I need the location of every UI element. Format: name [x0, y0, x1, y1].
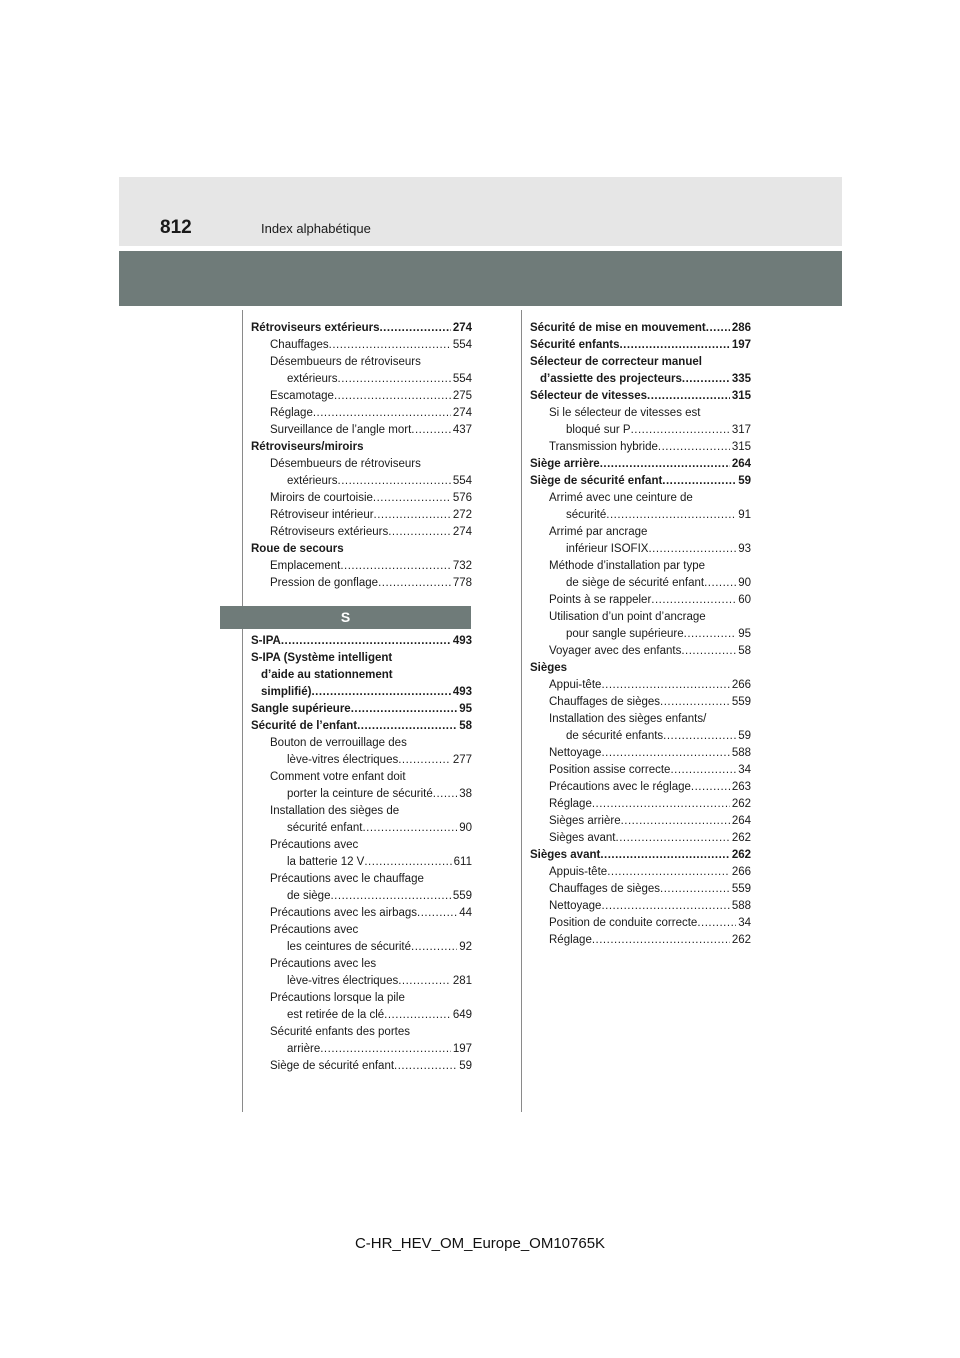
- index-entry-term: sécurité: [566, 509, 607, 521]
- dot-leader: [600, 456, 730, 473]
- index-entry-page: 649: [452, 1009, 472, 1021]
- index-entry: [530, 881, 751, 898]
- index-entry-term: inférieur ISOFIX: [566, 543, 649, 555]
- index-entry: [251, 752, 472, 769]
- index-entry: [530, 762, 751, 779]
- index-entry: [530, 847, 751, 864]
- dot-leader: [379, 320, 450, 337]
- dot-leader: [691, 779, 730, 796]
- index-entry-term: bloqué sur P: [566, 424, 631, 436]
- index-entry-page: 277: [452, 754, 472, 766]
- index-entry-page: 264: [731, 458, 751, 470]
- index-entry-term: Sièges avant: [530, 849, 601, 861]
- index-entry: [251, 354, 472, 371]
- dot-leader: [658, 439, 730, 456]
- index-entry-term: Rétroviseurs extérieurs: [270, 526, 389, 538]
- index-entry: [251, 973, 472, 990]
- index-entry-page: 34: [738, 917, 751, 929]
- index-entry: [530, 660, 751, 677]
- index-entry: [251, 507, 472, 524]
- index-entry-term: extérieurs: [287, 475, 338, 487]
- index-entry: [251, 735, 472, 752]
- index-entry-page: 197: [452, 1043, 472, 1055]
- index-entry-term: Précautions avec les airbags: [270, 907, 418, 919]
- dot-leader: [364, 854, 451, 871]
- index-entry-page: 559: [452, 890, 472, 902]
- dot-leader: [378, 575, 451, 592]
- index-entry-term: Pression de gonflage: [270, 577, 379, 589]
- index-entry: [251, 888, 472, 905]
- index-entry: [530, 898, 751, 915]
- index-entry-term: Précautions avec: [270, 924, 359, 936]
- index-entry: [530, 915, 751, 932]
- document-code: C-HR_HEV_OM_Europe_OM10765K: [354, 1235, 606, 1252]
- index-entry: [530, 728, 751, 745]
- index-entry-page: 263: [731, 781, 751, 793]
- column-divider-right: [521, 310, 522, 1112]
- index-entry-page: 559: [731, 883, 751, 895]
- dot-leader: [394, 1058, 457, 1075]
- index-entry-page: 59: [738, 475, 751, 487]
- index-entry: [251, 337, 472, 354]
- index-entry-term: Méthode d’installation par type: [549, 560, 705, 572]
- index-entry: [251, 769, 472, 786]
- index-entry: [251, 1007, 472, 1024]
- index-entry: [530, 575, 751, 592]
- index-entry-page: 264: [731, 815, 751, 827]
- index-entry-term: Réglage: [270, 407, 313, 419]
- index-entry-page: 59: [738, 730, 751, 742]
- index-entry: [530, 490, 751, 507]
- index-entry: [530, 422, 751, 439]
- index-entry-page: 274: [452, 322, 472, 334]
- index-entry: [530, 524, 751, 541]
- index-entry-page: 576: [452, 492, 472, 504]
- index-entry-term: Utilisation d’un point d’ancrage: [549, 611, 706, 623]
- dot-leader: [384, 1007, 451, 1024]
- index-entry-term: Rétroviseur intérieur: [270, 509, 374, 521]
- index-entry-page: 554: [452, 339, 472, 351]
- index-entry: [530, 677, 751, 694]
- index-entry: [251, 371, 472, 388]
- dot-leader: [631, 422, 730, 439]
- dot-leader: [601, 677, 729, 694]
- index-entry-term: Position assise correcte: [549, 764, 671, 776]
- index-entry-page: 559: [731, 696, 751, 708]
- dot-leader: [607, 864, 730, 881]
- index-entry-term: de siège: [287, 890, 331, 902]
- index-entry-term: extérieurs: [287, 373, 338, 385]
- index-entry-page: 588: [731, 747, 751, 759]
- dot-leader: [398, 973, 451, 990]
- index-entry: [251, 803, 472, 820]
- index-entry: [251, 405, 472, 422]
- index-entry-term: Réglage: [549, 798, 592, 810]
- index-entry-term: Chauffages: [270, 339, 329, 351]
- index-entry-page: 262: [731, 849, 751, 861]
- dot-leader: [706, 320, 730, 337]
- dot-leader: [320, 1041, 451, 1058]
- index-entry-term: simplifié): [261, 686, 312, 698]
- index-column-right: [530, 320, 751, 949]
- index-entry-term: Sièges: [530, 662, 568, 674]
- index-entry-page: 274: [452, 526, 472, 538]
- index-entry: [251, 1041, 472, 1058]
- index-entry: [251, 473, 472, 490]
- index-entry: [251, 939, 472, 956]
- index-entry-page: 197: [731, 339, 751, 351]
- dot-leader: [592, 796, 730, 813]
- index-entry-page: 493: [452, 686, 472, 698]
- index-entry-page: 286: [731, 322, 751, 334]
- index-entry: [530, 779, 751, 796]
- index-entry: [251, 684, 472, 701]
- index-entry-term: de siège de sécurité enfant: [566, 577, 705, 589]
- index-entry-term: Rétroviseurs extérieurs: [251, 322, 380, 334]
- index-entry: [530, 711, 751, 728]
- index-entry: [530, 864, 751, 881]
- index-entry-term: Si le sélecteur de vitesses est: [549, 407, 701, 419]
- dot-leader: [334, 388, 451, 405]
- index-entry-term: d’assiette des projecteurs: [540, 373, 682, 385]
- index-entry-term: les ceintures de sécurité: [287, 941, 412, 953]
- index-entry: [251, 388, 472, 405]
- dot-leader: [660, 694, 730, 711]
- index-entry: [251, 905, 472, 922]
- index-entry: [251, 558, 472, 575]
- index-entry-term: Sécurité de mise en mouvement: [530, 322, 706, 334]
- index-entry-page: 493: [452, 635, 472, 647]
- index-entry-page: 93: [738, 543, 751, 555]
- index-entry-term: Arrimé par ancrage: [549, 526, 648, 538]
- index-entry-term: Position de conduite correcte: [549, 917, 698, 929]
- dot-leader: [621, 813, 730, 830]
- index-entry-page: 95: [738, 628, 751, 640]
- index-entry-term: Surveillance de l’angle mort: [270, 424, 412, 436]
- dot-leader: [601, 745, 729, 762]
- index-entry: [530, 643, 751, 660]
- page-number: 812: [160, 217, 192, 238]
- index-entry: [530, 609, 751, 626]
- index-entry: [251, 650, 472, 667]
- index-entry-term: Précautions avec le réglage: [549, 781, 691, 793]
- dot-leader: [648, 541, 736, 558]
- index-entry: [530, 405, 751, 422]
- index-entry: [530, 694, 751, 711]
- index-entry-term: Nettoyage: [549, 900, 602, 912]
- index-entry: [530, 541, 751, 558]
- dot-leader: [616, 830, 730, 847]
- index-entry: [251, 1024, 472, 1041]
- index-entry-page: 91: [738, 509, 751, 521]
- index-entry: [251, 1058, 472, 1075]
- index-entry: [251, 837, 472, 854]
- dot-leader: [660, 881, 730, 898]
- dot-leader: [601, 898, 729, 915]
- index-entry-page: 58: [738, 645, 751, 657]
- index-entry-term: S-IPA (Système intelligent: [251, 652, 393, 664]
- header-band: [119, 177, 842, 246]
- dot-leader: [340, 558, 451, 575]
- dot-leader: [329, 337, 451, 354]
- index-entry-page: 60: [738, 594, 751, 606]
- dot-leader: [338, 473, 451, 490]
- index-entry-term: Installation des sièges de: [270, 805, 400, 817]
- index-entry-term: Sécurité de l’enfant: [251, 720, 358, 732]
- index-entry-term: Sangle supérieure: [251, 703, 351, 715]
- index-entry: [530, 932, 751, 949]
- index-entry-term: S-IPA: [251, 635, 281, 647]
- index-column-s: [251, 633, 472, 1075]
- index-entry-term: Siège arrière: [530, 458, 600, 470]
- index-entry-page: 317: [731, 424, 751, 436]
- index-entry: [530, 439, 751, 456]
- index-entry-term: Chauffages de sièges: [549, 883, 661, 895]
- index-entry-term: Rétroviseurs/miroirs: [251, 441, 364, 453]
- index-entry-page: 554: [452, 373, 472, 385]
- index-entry-term: Chauffages de sièges: [549, 696, 661, 708]
- index-entry: [251, 854, 472, 871]
- index-entry-term: Nettoyage: [549, 747, 602, 759]
- header-dark-band: [119, 251, 842, 306]
- index-entry-term: Emplacement: [270, 560, 341, 572]
- dot-leader: [338, 371, 451, 388]
- dot-leader: [330, 888, 450, 905]
- index-entry: [251, 633, 472, 650]
- dot-leader: [684, 626, 737, 643]
- index-entry-term: Comment votre enfant doit: [270, 771, 406, 783]
- index-entry-term: Points à se rappeler: [549, 594, 652, 606]
- index-entry: [251, 541, 472, 558]
- index-entry-term: Escamotage: [270, 390, 334, 402]
- index-entry-term: Siège de sécurité enfant: [530, 475, 663, 487]
- index-entry: [251, 701, 472, 718]
- dot-leader: [388, 524, 451, 541]
- index-entry-term: Siège de sécurité enfant: [270, 1060, 395, 1072]
- index-entry: [251, 667, 472, 684]
- index-entry: [530, 388, 751, 405]
- index-entry: [530, 456, 751, 473]
- index-entry-page: 272: [452, 509, 472, 521]
- index-entry-term: porter la ceinture de sécurité: [287, 788, 433, 800]
- index-entry-term: Précautions avec: [270, 839, 359, 851]
- dot-leader: [313, 405, 451, 422]
- index-entry: [251, 575, 472, 592]
- dot-leader: [651, 592, 736, 609]
- index-entry-term: lève-vitres électriques: [287, 754, 399, 766]
- dot-leader: [606, 507, 736, 524]
- index-entry: [251, 956, 472, 973]
- dot-leader: [351, 701, 457, 718]
- dot-leader: [417, 905, 457, 922]
- index-entry-page: 554: [452, 475, 472, 487]
- index-entry-term: Sélecteur de vitesses: [530, 390, 647, 402]
- dot-leader: [373, 490, 451, 507]
- index-entry-term: Miroirs de courtoisie: [270, 492, 373, 504]
- index-entry-page: 274: [452, 407, 472, 419]
- index-entry: [530, 626, 751, 643]
- index-entry-page: 38: [459, 788, 472, 800]
- section-title: Index alphabétique: [261, 221, 371, 236]
- index-entry-term: Voyager avec des enfants: [549, 645, 682, 657]
- index-entry-page: 335: [731, 373, 751, 385]
- index-entry-term: la batterie 12 V: [287, 856, 365, 868]
- index-entry-term: Sièges arrière: [549, 815, 621, 827]
- index-entry-page: 58: [459, 720, 472, 732]
- dot-leader: [311, 684, 450, 701]
- index-entry-page: 315: [731, 441, 751, 453]
- index-entry: [530, 371, 751, 388]
- dot-leader: [670, 762, 736, 779]
- index-entry: [530, 592, 751, 609]
- index-entry: [530, 558, 751, 575]
- index-entry-term: pour sangle supérieure: [566, 628, 684, 640]
- index-entry-page: 611: [453, 856, 472, 868]
- index-entry-page: 732: [452, 560, 472, 572]
- dot-leader: [357, 718, 457, 735]
- index-entry-page: 262: [731, 934, 751, 946]
- dot-leader: [281, 633, 451, 650]
- index-entry-term: Bouton de verrouillage des: [270, 737, 407, 749]
- index-entry-page: 90: [459, 822, 472, 834]
- index-entry: [530, 745, 751, 762]
- index-entry-term: Appui-tête: [549, 679, 602, 691]
- index-entry-term: Réglage: [549, 934, 592, 946]
- index-entry-page: 95: [459, 703, 472, 715]
- index-entry: [530, 507, 751, 524]
- index-entry: [251, 718, 472, 735]
- dot-leader: [411, 939, 457, 956]
- index-entry-page: 44: [459, 907, 472, 919]
- index-entry-page: 778: [452, 577, 472, 589]
- index-entry-term: Roue de secours: [251, 543, 344, 555]
- index-entry-page: 92: [459, 941, 472, 953]
- index-entry-term: d’aide au stationnement: [261, 669, 393, 681]
- dot-leader: [600, 847, 729, 864]
- dot-leader: [398, 752, 451, 769]
- index-entry-page: 266: [731, 679, 751, 691]
- index-entry: [251, 490, 472, 507]
- index-entry-term: Installation des sièges enfants/: [549, 713, 707, 725]
- index-entry: [530, 354, 751, 371]
- index-entry: [251, 871, 472, 888]
- index-entry: [251, 439, 472, 456]
- index-entry: [251, 990, 472, 1007]
- index-entry-term: de sécurité enfants: [566, 730, 664, 742]
- index-entry-page: 262: [731, 832, 751, 844]
- index-entry-term: Transmission hybride: [549, 441, 658, 453]
- dot-leader: [647, 388, 730, 405]
- section-letter-band: S: [220, 606, 471, 629]
- index-entry-term: Sécurité enfants des portes: [270, 1026, 410, 1038]
- index-entry: [251, 524, 472, 541]
- index-entry-term: Sélecteur de correcteur manuel: [530, 356, 702, 368]
- index-entry: [530, 796, 751, 813]
- index-entry-term: Arrimé avec une ceinture de: [549, 492, 693, 504]
- index-entry-term: Précautions lorsque la pile: [270, 992, 405, 1004]
- index-entry-term: Sécurité enfants: [530, 339, 620, 351]
- index-entry-page: 437: [452, 424, 472, 436]
- index-entry: [530, 813, 751, 830]
- dot-leader: [433, 786, 457, 803]
- index-entry: [251, 820, 472, 837]
- index-entry: [251, 320, 472, 337]
- dot-leader: [374, 507, 451, 524]
- index-entry: [530, 830, 751, 847]
- index-entry-term: Désembueurs de rétroviseurs: [270, 458, 421, 470]
- dot-leader: [362, 820, 457, 837]
- index-entry: [251, 456, 472, 473]
- dot-leader: [619, 337, 729, 354]
- index-entry: [251, 422, 472, 439]
- index-entry-term: lève-vitres électriques: [287, 975, 399, 987]
- index-entry-page: 90: [738, 577, 751, 589]
- index-entry-term: est retirée de la clé: [287, 1009, 385, 1021]
- dot-leader: [681, 643, 736, 660]
- dot-leader: [411, 422, 451, 439]
- index-entry-page: 34: [738, 764, 751, 776]
- column-divider-left: [242, 310, 243, 1112]
- index-entry-term: Désembueurs de rétroviseurs: [270, 356, 421, 368]
- index-entry-page: 315: [731, 390, 751, 402]
- index-entry-term: arrière: [287, 1043, 321, 1055]
- index-entry: [530, 320, 751, 337]
- index-entry: [530, 473, 751, 490]
- index-entry-page: 266: [731, 866, 751, 878]
- dot-leader: [697, 915, 736, 932]
- index-column-r: [251, 320, 472, 592]
- index-entry: [251, 922, 472, 939]
- index-entry-term: Précautions avec le chauffage: [270, 873, 424, 885]
- index-entry-page: 588: [731, 900, 751, 912]
- index-entry-page: 262: [731, 798, 751, 810]
- index-entry-term: Sièges avant: [549, 832, 616, 844]
- index-entry-term: Appuis-tête: [549, 866, 608, 878]
- dot-leader: [704, 575, 736, 592]
- dot-leader: [662, 473, 736, 490]
- index-entry-page: 275: [452, 390, 472, 402]
- dot-leader: [682, 371, 730, 388]
- index-entry-page: 59: [459, 1060, 472, 1072]
- index-entry-term: Précautions avec les: [270, 958, 377, 970]
- index-entry-page: 281: [452, 975, 472, 987]
- dot-leader: [663, 728, 736, 745]
- dot-leader: [592, 932, 730, 949]
- index-entry: [251, 786, 472, 803]
- index-entry-term: sécurité enfant: [287, 822, 363, 834]
- index-entry: [530, 337, 751, 354]
